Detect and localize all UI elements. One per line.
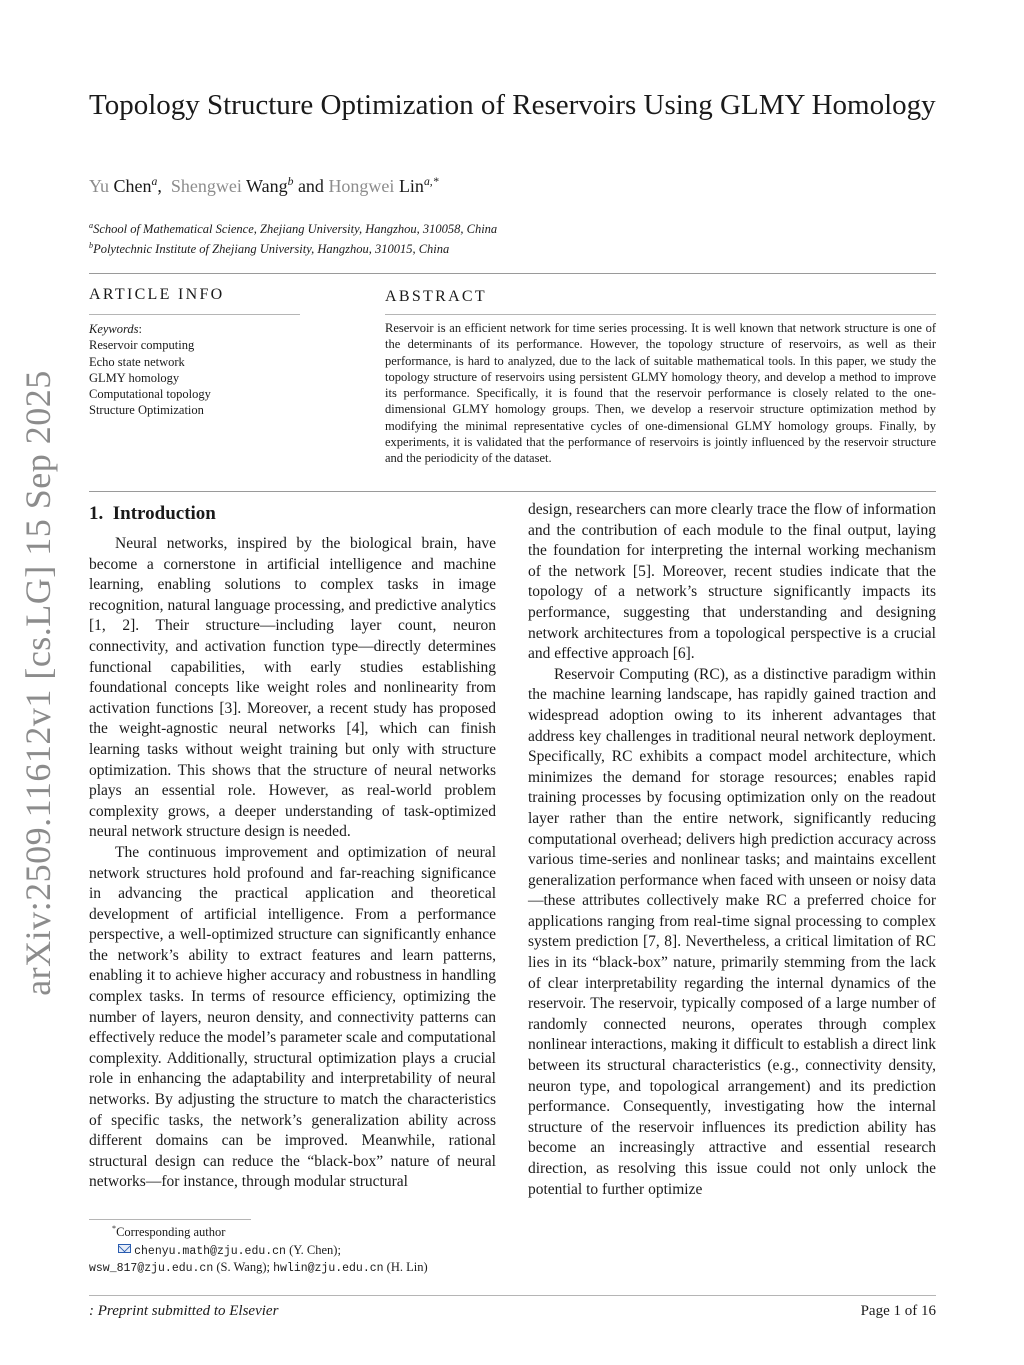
footnote-star: * — [112, 1223, 117, 1233]
footnote-rule — [89, 1219, 251, 1220]
email-owner: (H. Lin) — [386, 1260, 428, 1274]
body-paragraph: Reservoir Computing (RC), as a distinctive paradigm within the machine learning landscape, has rapidly gained traction and widespread adoption owing to its inherent advantages that address key challenges in traditional neural network deployment. Specifically, RC exhibits a compact model architecture, which minimizes the demand for storage resources; enables rapid training processes by focusing optimization only on the readout layer rather than the entire network, significantly reducing computational overhead; delivers high prediction accuracy across various time-series and nonlinear tasks; and maintains excellent generalization performance when faced with unseen or noisy data—these attributes collectively make RC a preferred choice for applications ranging from real-time signal processing to complex system prediction [7, 8]. Nevertheless, a critical limitation of RC lies in its “black-box” nature, primarily stemming from the lack of clear interpretability regarding the internal dynamics of the reservoir. The reservoir, typically composed of a large number of randomly connected neurons, operates through complex nonlinear interactions, making it difficult to establish a direct link between its structural characteristics (e.g., connectivity density, neuron type, and topological arrangement) and its prediction performance. Consequently, investigating how the internal structure of the reservoir influences its prediction ability has become an increasingly attractive and essential research direction, as resolving this issue could not only unlock the potential to further optimize — [528, 665, 936, 1198]
author-last-name: Wang — [246, 176, 288, 196]
footnote-corresponding-text: Corresponding author — [116, 1225, 226, 1239]
affiliation-text: Polytechnic Institute of Zhejiang University, Hangzhou, 310015, China — [93, 242, 450, 256]
body-paragraph: Neural networks, inspired by the biological brain, have become a cornerstone in artificial intelligence and machine learning, enabling solutions to complex tasks in image recognition, natural language processing, and predictive analytics [1, 2]. Their structure—including layer count, neuron connectivity, and activation function type—directly determines functional capabilities, with early studies establishing foundational concepts like weight roles and nonlinearity from activation functions [3]. Moreover, a recent study has proposed the weight-agnostic neural networks [4], which can finish learning tasks without weight training but only with structure optimization. This shows that the structure of neural networks plays an essential role. However, as real-world problem complexity grows, a deeper understanding of task-optimized neural network structure design is needed. — [89, 535, 496, 841]
author-last-name: Lin — [398, 176, 424, 196]
body-paragraph: design, researchers can more clearly trace the flow of information and the contribution of each module to the final output, laying the foundation for interpreting the internal working mechanism of the network [5]. Moreover, recent studies indicate that the topology of a network’s structure significantly impacts its performance, suggesting that understanding and designing network architectures from a topological perspective is a crucial and effective approach [6]. — [528, 501, 936, 663]
abstract-rule — [385, 314, 936, 315]
author-first-name[interactable]: Shengwei — [170, 176, 242, 196]
left-column — [89, 534, 496, 1193]
keyword-item: GLMY homology — [89, 370, 180, 385]
author-first-name[interactable]: Yu — [89, 176, 110, 196]
affiliation-a — [89, 222, 497, 237]
keyword-item: Echo state network — [89, 354, 185, 369]
email-link[interactable]: chenyu.math@zju.edu.cn — [134, 1245, 286, 1258]
author-sup: b — [287, 175, 294, 188]
affiliation-sup: a — [89, 220, 94, 230]
footnote-email-line-2 — [89, 1260, 428, 1275]
affiliation-b — [89, 242, 449, 257]
section-heading — [89, 503, 216, 525]
footer-preprint: : Preprint submitted to Elsevier — [89, 1303, 279, 1319]
keyword-item: Reservoir computing — [89, 338, 195, 353]
footer-rule — [89, 1295, 936, 1296]
author-and: and — [297, 176, 324, 196]
author-last-name: Chen — [113, 176, 152, 196]
article-info-heading: ARTICLE INFO — [89, 286, 225, 303]
author-sup: a — [151, 175, 158, 188]
email-link[interactable]: wsw_817@zju.edu.cn — [89, 1262, 214, 1275]
author-first-name[interactable]: Hongwei — [328, 176, 395, 196]
email-owner: (S. Wang); — [216, 1260, 270, 1274]
author-sup: a,* — [423, 175, 439, 188]
affiliation-text: School of Mathematical Science, Zhejiang University, Hangzhou, 310058, China — [93, 222, 498, 236]
abstract-text: Reservoir is an efficient network for time series processing. It is well known that network structure is one of the determinants of its performance. However, the topology structure of reservoirs, as well as their performance, is hard to analyzed, due to the lack of suitable mathematical tools. In this paper, we study the topology structure of reservoirs using persistent GLMY homology theory, and develop a method to improve its performance. Specifically, it is found that the reservoir performance is closely related to the one-dimensional GLMY homology groups. Then, we develop a reservoir structure optimization method by modifying the minimal representative cycles of one-dimensional GLMY homology groups. Finally, by experiments, it is validated that the performance of reservoirs is jointly influenced by the reservoir structure and the periodicity of the dataset. — [385, 321, 936, 466]
keyword-item: Computational topology — [89, 387, 211, 402]
abstract-heading: ABSTRACT — [385, 288, 487, 305]
author-list — [89, 176, 439, 197]
paper-title: Topology Structure Optimization of Reservoirs Using GLMY Homology — [89, 89, 936, 121]
right-column — [528, 500, 936, 1200]
email-owner: (Y. Chen); — [289, 1243, 341, 1257]
author-separator: , — [157, 176, 162, 196]
keywords-label: Keywords — [89, 322, 139, 336]
envelope-icon — [118, 1244, 131, 1253]
email-link[interactable]: hwlin@zju.edu.cn — [273, 1262, 384, 1275]
affiliation-sup: b — [89, 240, 94, 250]
body-paragraph: The continuous improvement and optimization of neural network structures hold profound and far-reaching significance in advancing the practical application and theoretical development of artificial intelligence. From a performance perspective, a well-optimized structure can significantly enhance the network’s ability to extract features and learn patterns, enabling it to achieve higher accuracy and robustness in handling complex tasks. In terms of resource efficiency, optimizing the number of layers, neuron density, and connectivity patterns can effectively reduce the model’s parameter scale and computational complexity. Additionally, structural optimization plays a crucial role in enhancing the adaptability and interpretability of neural networks. By adjusting the structure to match the characteristics of specific tasks, the network’s generalization ability across different domains can be improved. Meanwhile, rational structural design can reduce the “black-box” nature of neural networks—for instance, through modular structural — [89, 843, 496, 1191]
section-number: 1. — [89, 503, 104, 524]
footnote-email-line-1 — [118, 1243, 341, 1258]
abstract-bottom-rule — [89, 491, 936, 492]
article-info-rule — [89, 314, 300, 315]
keyword-item: Structure Optimization — [89, 403, 204, 418]
header-rule — [89, 273, 936, 274]
keywords-block: Keywords: Reservoir computing Echo state network GLMY homology Computational topology Structure Optimization — [89, 322, 211, 418]
footnote-corresponding — [112, 1225, 225, 1240]
footer-page-number: Page 1 of 16 — [860, 1303, 936, 1319]
arxiv-sidebar-stamp: arXiv:2509.11612v1 [cs.LG] 15 Sep 2025 — [18, 370, 58, 996]
section-title: Introduction — [112, 503, 216, 524]
